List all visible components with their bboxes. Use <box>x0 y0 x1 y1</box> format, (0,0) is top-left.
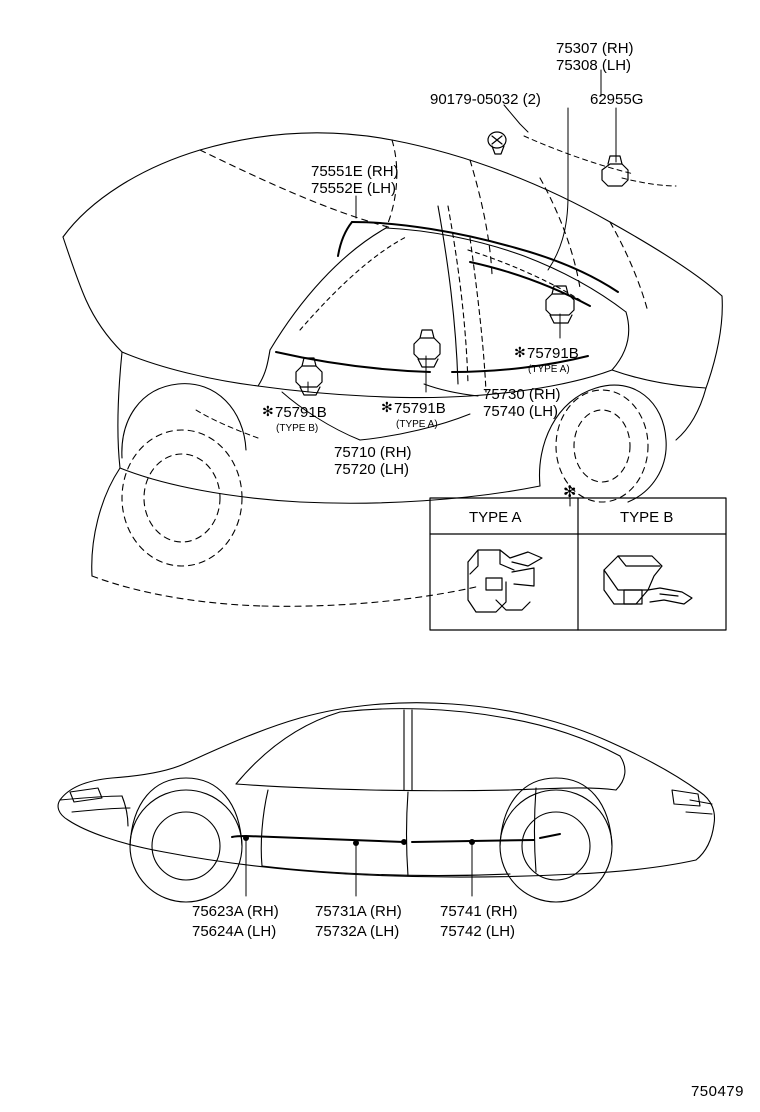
type-a-header: TYPE A <box>469 509 522 526</box>
clip-icon-62955g <box>602 156 628 186</box>
label-75791b-type-a-2: 75791B <box>527 345 579 362</box>
lower-car-body <box>58 703 714 877</box>
label-75791b-type-a-1-suffix: (TYPE A) <box>396 419 438 430</box>
star-marker-75791b-type-a-1: ✻ <box>381 399 393 415</box>
leader-lines-upper <box>196 70 676 440</box>
label-75720-lh: 75720 (LH) <box>334 461 410 478</box>
lower-car-side-moldings <box>232 834 560 842</box>
type-b-clip-drawing <box>604 556 692 604</box>
leader-lines-lower <box>244 836 475 897</box>
label-75307-rh: 75307 (RH) <box>556 40 634 57</box>
star-marker-75791b-type-b: ✻ <box>262 403 274 419</box>
label-75791b-type-a-2-suffix: (TYPE A) <box>528 364 570 375</box>
type-box-star: ✻ <box>563 484 577 501</box>
type-a-clip-drawing <box>468 550 542 612</box>
label-75791b-type-b: 75791B <box>275 404 327 421</box>
label-75740-lh: 75740 (LH) <box>483 403 559 420</box>
label-75623a-rh: 75623A (RH) <box>192 903 279 920</box>
label-75730-rh: 75730 (RH) <box>483 386 561 403</box>
label-75710-rh: 75710 (RH) <box>334 444 412 461</box>
label-75624a-lh: 75624A (LH) <box>192 923 277 940</box>
label-75552e-lh: 75552E (LH) <box>311 180 397 197</box>
label-75741-rh: 75741 (RH) <box>440 903 518 920</box>
upper-car-roof-dashes <box>200 140 648 312</box>
label-62955g: 62955G <box>590 91 644 108</box>
star-marker-75791b-type-a-2: ✻ <box>514 344 526 360</box>
clip-icon-middle <box>414 330 440 367</box>
label-75551e-rh: 75551E (RH) <box>311 163 399 180</box>
label-90179-05032: 90179-05032 (2) <box>430 91 541 108</box>
label-75731a-rh: 75731A (RH) <box>315 903 402 920</box>
diagram-footer-code: 750479 <box>690 1083 744 1100</box>
label-75308-lh: 75308 (LH) <box>556 57 632 74</box>
label-75791b-type-a-1: 75791B <box>394 400 446 417</box>
clip-icon-90179 <box>488 132 506 154</box>
label-75732a-lh: 75732A (LH) <box>315 923 400 940</box>
type-b-header: TYPE B <box>620 509 674 526</box>
label-75742-lh: 75742 (LH) <box>440 923 516 940</box>
label-75791b-type-b-suffix: (TYPE B) <box>276 423 319 434</box>
clip-icon-front <box>296 358 322 395</box>
